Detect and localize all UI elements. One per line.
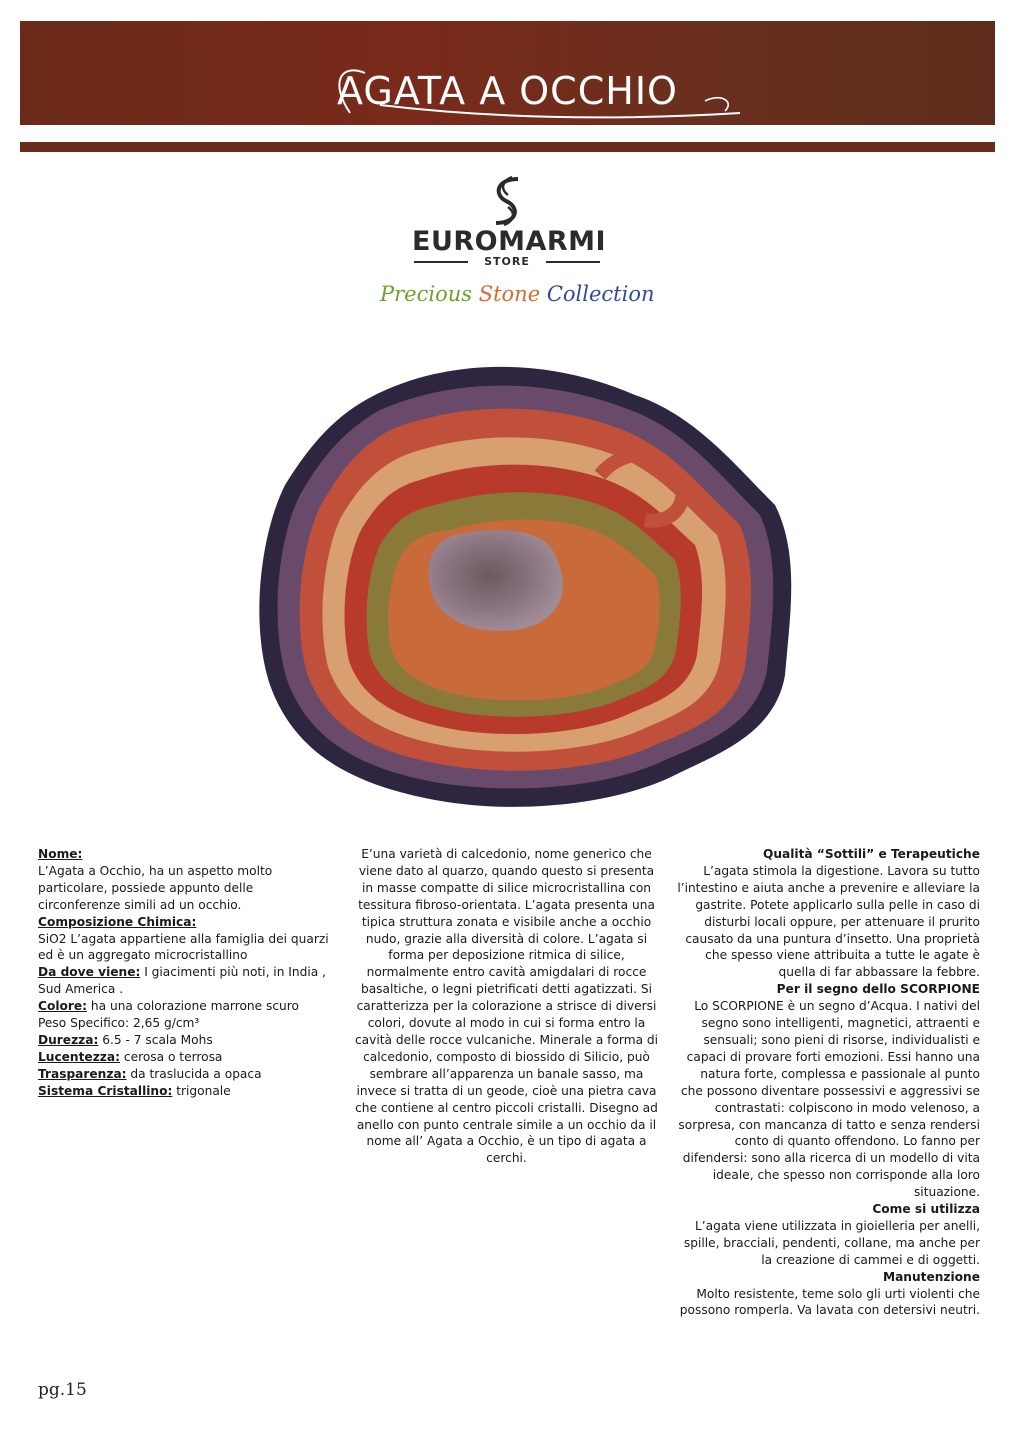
text-qualita: L’agata stimola la digestione. Lavora su tutto l’intestino e aiuta anche a prevenire e alleviare la gastrite. Potete applicarlo sulla pelle in caso di disturbi locali oppure, per attenuare il prurito causato da una puntura d’insetto. Una proprietà che spesso viene attribuita a tutte le agate è quella di far abbassare la febbre. bbox=[677, 863, 980, 980]
label-nome: Nome: bbox=[38, 847, 83, 861]
label-provenienza: Da dove viene: bbox=[38, 965, 141, 980]
title-banner bbox=[20, 21, 995, 125]
agate-stone-image bbox=[255, 355, 795, 817]
collection-word-2: Stone bbox=[478, 282, 541, 306]
collection-word-1: Precious bbox=[380, 282, 473, 306]
heading-qualita: Qualità “Sottili” e Terapeutiche bbox=[762, 847, 980, 861]
euromarmi-logo-icon bbox=[488, 175, 528, 227]
text-colore: ha una colorazione marrone scuro bbox=[87, 999, 299, 1014]
page-number: pg.15 bbox=[38, 1380, 87, 1400]
header-rule bbox=[20, 142, 995, 152]
text-nome: L’Agata a Occhio, ha un aspetto molto particolare, possiede appunto delle circonferenze simili ad un occhio. bbox=[38, 863, 273, 912]
heading-manutenzione: Manutenzione bbox=[882, 1269, 980, 1284]
text-lucentezza: cerosa o terrosa bbox=[120, 1049, 223, 1064]
label-durezza: Durezza: bbox=[38, 1032, 99, 1047]
text-utilizzo: L’agata viene utilizzata in gioielleria per anelli, spille, bracciali, pendenti, collane, ma anche per la creazione di cammei e di oggetti. bbox=[683, 1218, 980, 1267]
collection-tagline bbox=[380, 282, 655, 306]
text-peso: Peso Specifico: 2,65 g/cm³ bbox=[38, 1016, 200, 1031]
brand-name: EUROMARMI bbox=[412, 226, 607, 257]
text-scorpione: Lo SCORPIONE è un segno d’Acqua. I nativi del segno sono intelligenti, magnetici, attraenti e sensuali; sono pieni di risorse, individualisti e capaci di provare forti emozioni. Essi hanno una natura forte, complessa e passionale al punto che possono diventare possessivi e aggressivi se contrastati: colpiscono in modo velenoso, a sorpresa, con mancanza di tatto e senza rendersi conto di quanto offendono. Lo fanno per difendersi: sono alla ricerca di un modello di vita ideale, che spesso non corrisponde alla loro situazione. bbox=[678, 999, 980, 1200]
text-composizione: SiO2 L’agata appartiene alla famiglia dei quarzi ed è un aggregato microcristallino bbox=[38, 931, 329, 963]
text-trasparenza: da traslucida a opaca bbox=[126, 1066, 262, 1081]
text-durezza: 6.5 - 7 scala Mohs bbox=[98, 1032, 213, 1047]
qualities-column bbox=[676, 846, 980, 1319]
text-sistema: trigonale bbox=[172, 1083, 231, 1098]
collection-word-3: Collection bbox=[546, 282, 655, 306]
heading-scorpione: Per il segno dello SCORPIONE bbox=[776, 982, 980, 997]
text-manutenzione: Molto resistente, teme solo gli urti violenti che possono romperla. Va lavata con detersivi neutri. bbox=[679, 1286, 980, 1318]
label-lucentezza: Lucentezza: bbox=[38, 1049, 120, 1064]
page-title: AGATA A OCCHIO bbox=[337, 69, 678, 113]
description-column bbox=[354, 846, 659, 1167]
label-sistema: Sistema Cristallino: bbox=[38, 1083, 173, 1098]
brand-store-row bbox=[414, 255, 600, 269]
text-provenienza: I giacimenti più noti, in India , Sud America . bbox=[38, 965, 326, 997]
label-composizione: Composizione Chimica: bbox=[38, 914, 197, 929]
description-text: E’una varietà di calcedonio, nome generico che viene dato al quarzo, quando questo si presenta in masse compatte di silice microcristallina con tessitura fibroso-orientata. L’agata presenta una tipica struttura zonata e visibile anche a occhio nudo, grazie alla diversità di colore. L’agata si forma per deposizione ritmica di silice, normalmente entro cavità amigdalari di rocce basaltiche, o legni pietrificati detti agatizzati. Si caratterizza per la colorazione a strisce di diversi colori, dovute al modo in cui si forma entro la cavità delle rocce vulcaniche. Minerale a forma di calcedonio, composto di biossido di Silicio, può sembrare all’apparenza un banale sasso, ma invece si tratta di un geode, cioè una pietra cava che contiene al centro piccoli cristalli. Disegno ad anello con punto centrale simile a un occhio da il nome all’ Agata a Occhio, è un tipo di agata a cerchi. bbox=[354, 847, 659, 1166]
heading-utilizzo: Come si utilizza bbox=[872, 1202, 980, 1217]
label-colore: Colore: bbox=[38, 999, 88, 1014]
brand-store: STORE bbox=[484, 255, 530, 268]
properties-column bbox=[38, 846, 338, 1100]
label-trasparenza: Trasparenza: bbox=[38, 1066, 127, 1081]
